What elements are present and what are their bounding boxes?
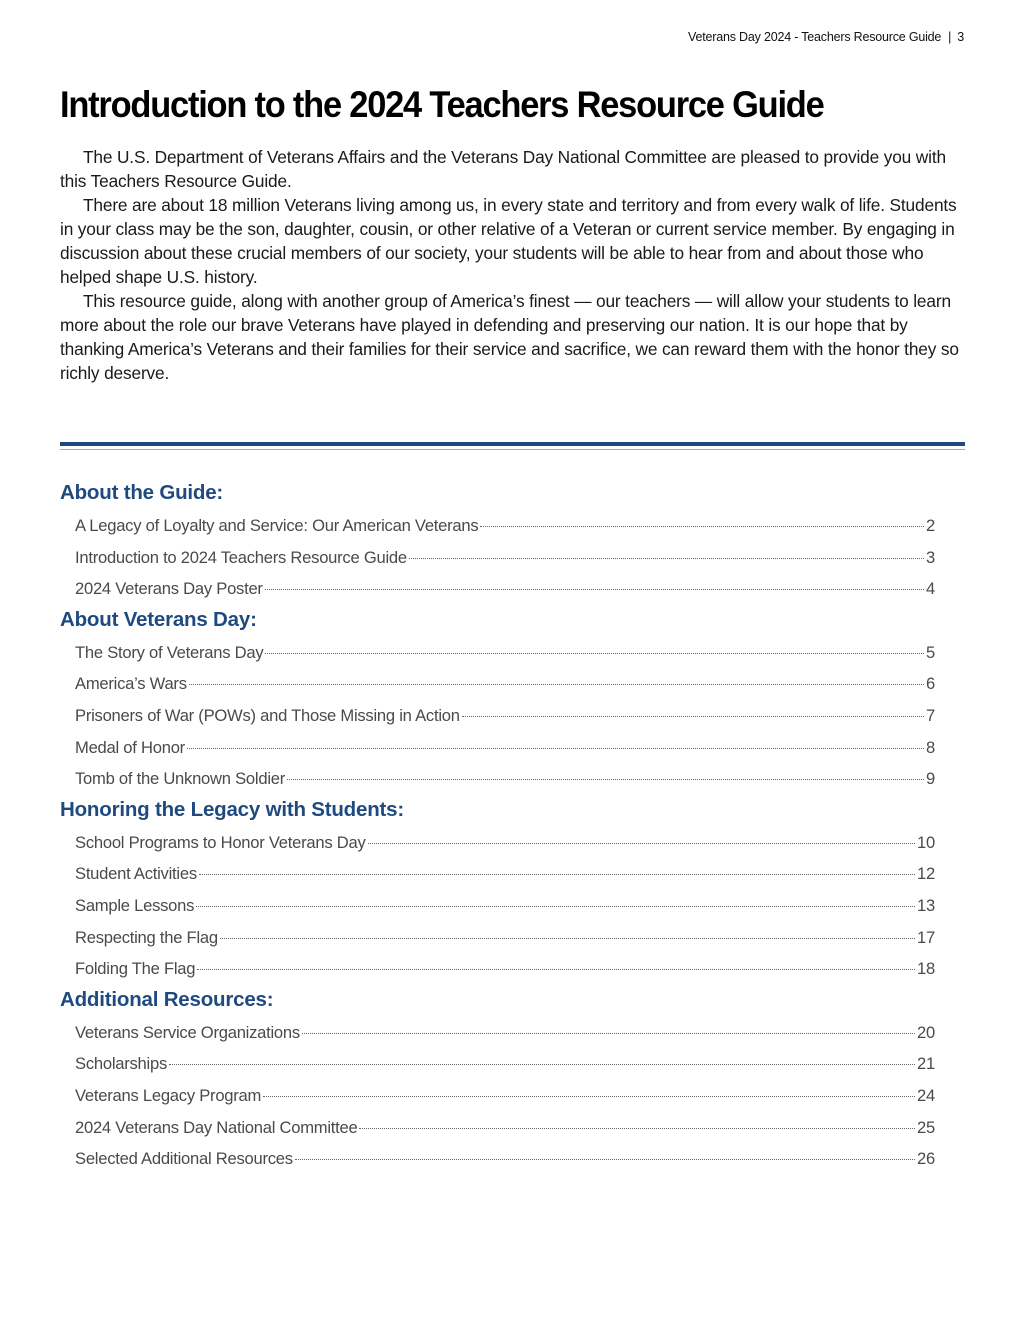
toc-entry-label: Prisoners of War (POWs) and Those Missing in Action: [75, 705, 460, 725]
dot-leader: [265, 589, 924, 590]
toc-entry-page: 10: [917, 832, 935, 852]
dot-leader: [265, 653, 924, 654]
toc-entry[interactable]: [60, 890, 935, 922]
dot-leader: [287, 779, 924, 780]
toc-entry-label: Sample Lessons: [75, 895, 195, 915]
dot-leader: [196, 906, 915, 907]
toc-entry[interactable]: [60, 922, 935, 954]
toc-entry-page: 4: [926, 579, 935, 599]
dot-leader: [359, 1128, 915, 1129]
page-title: Introduction to the 2024 Teachers Resource Guide: [60, 84, 824, 125]
toc-entry[interactable]: [60, 858, 935, 890]
dot-leader: [368, 843, 916, 844]
divider-thick-rule: [60, 442, 965, 446]
toc-entry-page: 21: [917, 1054, 935, 1074]
toc-entry[interactable]: [60, 953, 935, 985]
intro-paragraph: The U.S. Department of Veterans Affairs and the Veterans Day National Committee are pleased to provide you with this Teachers Resource Guide.: [60, 147, 946, 191]
intro-paragraph: There are about 18 million Veterans living among us, in every state and territory and from every walk of life. Students in your class may be the son, daughter, cousin, or other relative of a Veteran or current service member. By engaging in discussion about these crucial members of our society, your students will be able to hear from and about those who helped shape U.S. history.: [60, 195, 957, 287]
toc-entry[interactable]: [60, 732, 935, 764]
dot-leader: [199, 874, 915, 875]
dot-leader: [295, 1159, 915, 1160]
toc-entry-page: 26: [917, 1149, 935, 1169]
dot-leader: [197, 969, 915, 970]
toc-section-about-veterans-day: [60, 605, 935, 795]
toc-entry-label: 2024 Veterans Day Poster: [75, 579, 263, 599]
toc-entry[interactable]: [60, 763, 935, 795]
toc-entry-page: 8: [926, 737, 935, 757]
dot-leader: [263, 1096, 915, 1097]
toc-entry[interactable]: [60, 1048, 935, 1080]
toc-entry-label: Tomb of the Unknown Soldier: [75, 769, 286, 789]
toc-section-heading: About the Guide:: [60, 481, 224, 504]
toc-entry-page: 5: [926, 642, 935, 662]
dot-leader: [169, 1064, 915, 1065]
toc-entry[interactable]: [60, 573, 935, 605]
toc-entry-page: 17: [917, 927, 935, 947]
toc-entry[interactable]: [60, 700, 935, 732]
toc-entry-label: 2024 Veterans Day National Committee: [75, 1117, 358, 1137]
toc-entry-page: 18: [917, 959, 935, 979]
toc-entry-label: Medal of Honor: [75, 737, 185, 757]
running-header: [688, 30, 964, 44]
toc-entry[interactable]: [60, 542, 935, 574]
toc-entry[interactable]: [60, 827, 935, 859]
toc-entry-label: The Story of Veterans Day: [75, 642, 264, 662]
toc-section-about-guide: [60, 478, 935, 605]
toc-entry-page: 25: [917, 1117, 935, 1137]
toc-entry-label: Respecting the Flag: [75, 927, 218, 947]
dot-leader: [480, 526, 924, 527]
toc-section-additional-resources: [60, 985, 935, 1175]
toc-entry-page: 9: [926, 769, 935, 789]
dot-leader: [462, 716, 924, 717]
toc-entry-label: A Legacy of Loyalty and Service: Our American Veterans: [75, 516, 479, 535]
toc-section-heading: About Veterans Day:: [60, 607, 257, 631]
dot-leader: [302, 1033, 915, 1034]
intro-text: [60, 145, 965, 385]
running-header-separator: |: [948, 30, 952, 44]
toc-entry-page: 20: [917, 1022, 935, 1042]
toc-entry-label: Scholarships: [75, 1054, 168, 1074]
toc-section-honoring-legacy: [60, 795, 935, 985]
dot-leader: [189, 684, 924, 685]
table-of-contents: [60, 478, 935, 1175]
page-number: 3: [957, 30, 964, 44]
toc-entry-label: America’s Wars: [75, 674, 187, 694]
toc-entry-label: Folding The Flag: [75, 959, 196, 979]
toc-entry[interactable]: [60, 1080, 935, 1112]
toc-entry[interactable]: [60, 668, 935, 700]
toc-entry[interactable]: [60, 1143, 935, 1175]
toc-entry-label: Veterans Service Organizations: [75, 1022, 300, 1042]
divider-thin-rule: [60, 449, 965, 450]
toc-entry-page: 12: [917, 864, 935, 884]
toc-entry-label: Student Activities: [75, 864, 197, 884]
section-divider: [60, 442, 965, 450]
toc-entry[interactable]: [60, 1017, 935, 1049]
toc-entry[interactable]: [60, 1112, 935, 1144]
toc-entry-label: Selected Additional Resources: [75, 1149, 293, 1169]
dot-leader: [220, 938, 915, 939]
toc-entry-page: 7: [926, 705, 935, 725]
toc-entry-label: School Programs to Honor Veterans Day: [75, 832, 366, 852]
toc-entry-page: 24: [917, 1085, 935, 1105]
dot-leader: [409, 558, 924, 559]
toc-entry[interactable]: [60, 510, 935, 542]
toc-section-heading: Additional Resources:: [60, 987, 274, 1011]
toc-entry-page: 6: [926, 674, 935, 694]
dot-leader: [187, 748, 924, 749]
toc-section-heading: Honoring the Legacy with Students:: [60, 797, 404, 821]
toc-entry-label: Introduction to 2024 Teachers Resource Guide: [75, 547, 407, 567]
toc-entry-page: 2: [926, 516, 935, 535]
toc-entry-page: 13: [917, 895, 935, 915]
running-header-title: Veterans Day 2024 - Teachers Resource Guide: [688, 30, 942, 44]
toc-entry-page: 3: [926, 547, 935, 567]
toc-entry[interactable]: [60, 637, 935, 669]
toc-entry-label: Veterans Legacy Program: [75, 1085, 262, 1105]
intro-paragraph: This resource guide, along with another group of America’s finest — our teachers — will allow your students to learn more about the role our brave Veterans have played in defending and preserving our nation. It is our hope that by thanking America’s Veterans and their families for their service and sacrifice, we can reward them with the honor they so richly deserve.: [60, 291, 959, 383]
